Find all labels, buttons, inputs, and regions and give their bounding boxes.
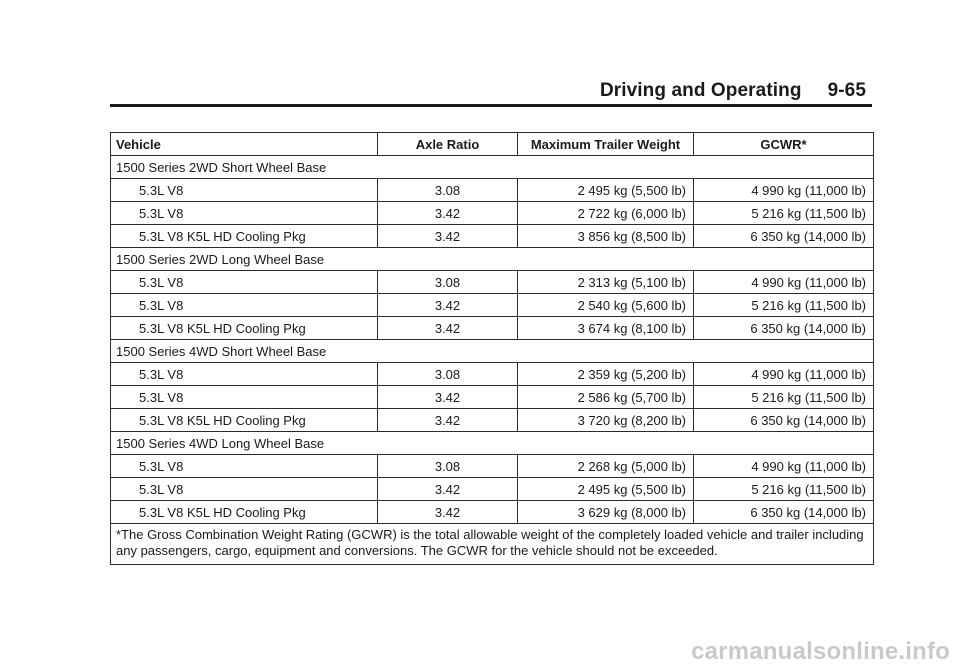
cell-vehicle: 5.3L V8 K5L HD Cooling Pkg [111,317,378,340]
table-row [111,294,874,317]
table-row [111,455,874,478]
cell-gcwr: 4 990 kg (11,000 lb) [694,271,874,294]
cell-max-trailer-weight: 2 495 kg (5,500 lb) [518,478,694,501]
table-row [111,271,874,294]
cell-max-trailer-weight: 2 540 kg (5,600 lb) [518,294,694,317]
table-body [111,156,874,524]
cell-max-trailer-weight: 2 313 kg (5,100 lb) [518,271,694,294]
table-row [111,478,874,501]
cell-vehicle: 5.3L V8 K5L HD Cooling Pkg [111,501,378,524]
group-row [111,340,874,363]
page-number: 9-65 [827,80,866,101]
column-header-max-trailer-weight: Maximum Trailer Weight [518,133,694,156]
group-row [111,432,874,455]
cell-vehicle: 5.3L V8 K5L HD Cooling Pkg [111,409,378,432]
cell-gcwr: 6 350 kg (14,000 lb) [694,409,874,432]
cell-max-trailer-weight: 2 495 kg (5,500 lb) [518,179,694,202]
cell-axle-ratio: 3.08 [378,363,518,386]
header-text [600,80,866,102]
cell-gcwr: 6 350 kg (14,000 lb) [694,317,874,340]
group-title: 1500 Series 4WD Short Wheel Base [111,340,874,363]
table-row [111,202,874,225]
table-row [111,386,874,409]
table-row [111,179,874,202]
table-row [111,363,874,386]
cell-vehicle: 5.3L V8 [111,455,378,478]
trailer-weight-table [110,132,874,565]
cell-gcwr: 4 990 kg (11,000 lb) [694,455,874,478]
cell-vehicle: 5.3L V8 [111,363,378,386]
cell-axle-ratio: 3.42 [378,386,518,409]
cell-axle-ratio: 3.42 [378,225,518,248]
section-title: Driving and Operating [599,80,802,101]
cell-max-trailer-weight: 2 586 kg (5,700 lb) [518,386,694,409]
cell-axle-ratio: 3.42 [378,409,518,432]
cell-gcwr: 5 216 kg (11,500 lb) [694,294,874,317]
cell-vehicle: 5.3L V8 [111,478,378,501]
column-header-vehicle: Vehicle [111,133,378,156]
page-header [110,78,872,107]
group-title: 1500 Series 2WD Long Wheel Base [111,248,874,271]
column-header-axle-ratio: Axle Ratio [378,133,518,156]
group-title: 1500 Series 4WD Long Wheel Base [111,432,874,455]
table-row [111,409,874,432]
table-row [111,501,874,524]
cell-gcwr: 5 216 kg (11,500 lb) [694,386,874,409]
cell-axle-ratio: 3.08 [378,271,518,294]
cell-gcwr: 4 990 kg (11,000 lb) [694,179,874,202]
cell-axle-ratio: 3.42 [378,478,518,501]
cell-gcwr: 5 216 kg (11,500 lb) [694,478,874,501]
cell-axle-ratio: 3.08 [378,455,518,478]
group-title: 1500 Series 2WD Short Wheel Base [111,156,874,179]
group-row [111,248,874,271]
cell-vehicle: 5.3L V8 [111,179,378,202]
footnote: *The Gross Combination Weight Rating (GCWR) is the total allowable weight of the completely loaded vehicle and trailer including any passengers, cargo, equipment and conversions. The GCWR for the vehicle should not be exceeded. [111,524,874,565]
table-header-row [111,133,874,156]
cell-max-trailer-weight: 2 359 kg (5,200 lb) [518,363,694,386]
cell-vehicle: 5.3L V8 [111,202,378,225]
cell-max-trailer-weight: 3 856 kg (8,500 lb) [518,225,694,248]
cell-gcwr: 5 216 kg (11,500 lb) [694,202,874,225]
column-header-gcwr: GCWR* [694,133,874,156]
cell-axle-ratio: 3.42 [378,501,518,524]
cell-max-trailer-weight: 2 722 kg (6,000 lb) [518,202,694,225]
cell-gcwr: 4 990 kg (11,000 lb) [694,363,874,386]
cell-axle-ratio: 3.42 [378,294,518,317]
group-row [111,156,874,179]
table-row [111,225,874,248]
cell-max-trailer-weight: 3 629 kg (8,000 lb) [518,501,694,524]
cell-vehicle: 5.3L V8 [111,271,378,294]
cell-vehicle: 5.3L V8 [111,294,378,317]
cell-vehicle: 5.3L V8 [111,386,378,409]
cell-axle-ratio: 3.42 [378,317,518,340]
cell-gcwr: 6 350 kg (14,000 lb) [694,225,874,248]
cell-vehicle: 5.3L V8 K5L HD Cooling Pkg [111,225,378,248]
cell-max-trailer-weight: 3 674 kg (8,100 lb) [518,317,694,340]
watermark: carmanualsonline.info [691,638,950,665]
table-row [111,317,874,340]
cell-max-trailer-weight: 2 268 kg (5,000 lb) [518,455,694,478]
cell-axle-ratio: 3.42 [378,202,518,225]
footnote-row [111,524,874,565]
cell-axle-ratio: 3.08 [378,179,518,202]
cell-max-trailer-weight: 3 720 kg (8,200 lb) [518,409,694,432]
cell-gcwr: 6 350 kg (14,000 lb) [694,501,874,524]
